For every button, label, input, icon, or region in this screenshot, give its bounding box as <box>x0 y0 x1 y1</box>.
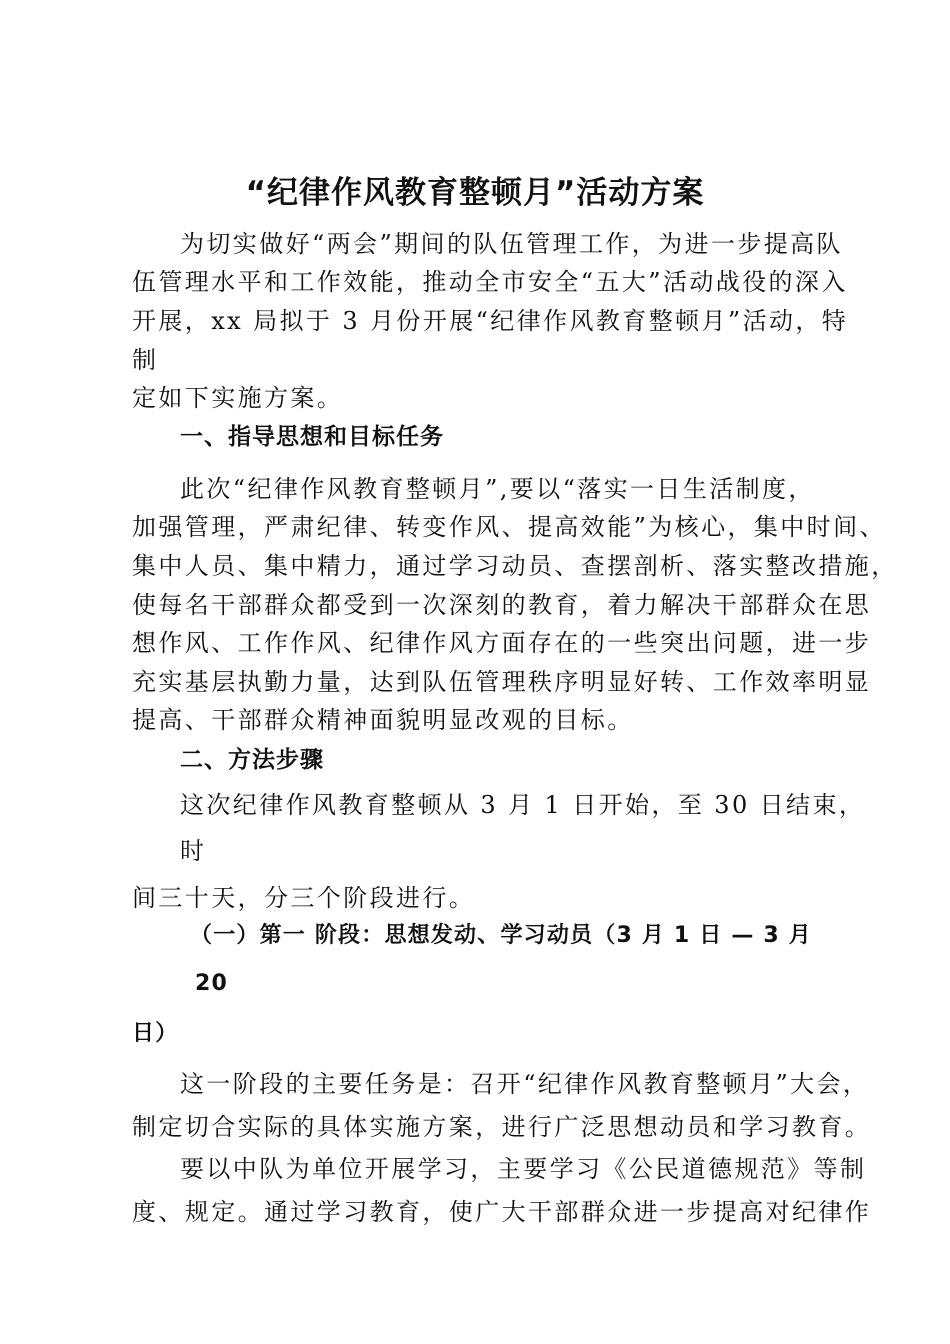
paragraph-line: 提高、干部群众精神面貌明显改观的目标。 <box>132 706 634 734</box>
section-heading-2: 二、方法步骤 <box>180 747 324 773</box>
paragraph-line: 集中人员、集中精力，通过学习动员、查摆剖析、落实整改措施， <box>132 552 898 580</box>
intro-line-4: 制 <box>132 346 159 374</box>
phase-heading-line-1: （一）第一 阶段：思想发动、学习动员（3 月 1 日 — 3 月 <box>190 923 812 948</box>
phase-heading-line-3: 日） <box>132 1021 179 1046</box>
paragraph-line: 想作风、工作作风、纪律作风方面存在的一些突出问题，进一步 <box>132 629 872 657</box>
paragraph-line: 要以中队为单位开展学习，主要学习《公民道德规范》等制 <box>180 1155 867 1183</box>
paragraph-line: 使每名干部群众都受到一次深刻的教育，着力解决干部群众在思 <box>132 591 872 619</box>
paragraph-line: 这次纪律作风教育整顿从 3 月 1 日开始，至 30 日结束， <box>180 791 866 819</box>
paragraph-line: 制定切合实际的具体实施方案，进行广泛思想动员和学习教育。 <box>132 1113 872 1141</box>
document-title: “纪律作风教育整顿月”活动方案 <box>245 175 705 211</box>
intro-line-2: 伍管理水平和工作效能，推动全市安全“五大”活动战役的深入 <box>132 268 848 296</box>
paragraph-line: 充实基层执勤力量，达到队伍管理秩序明显好转、工作效率明显 <box>132 668 872 696</box>
paragraph-line: 间三十天，分三个阶段进行。 <box>132 884 476 912</box>
paragraph-line: 这一阶段的主要任务是：召开“纪律作风教育整顿月”大会， <box>180 1070 870 1098</box>
phase-heading-line-2: 20 <box>195 971 229 996</box>
section-heading-1: 一、指导思想和目标任务 <box>180 424 444 450</box>
paragraph-line: 度、规定。通过学习教育，使广大干部群众进一步提高对纪律作 <box>132 1198 872 1226</box>
intro-line-1: 为切实做好“两会”期间的队伍管理工作，为进一步提高队 <box>180 230 843 258</box>
intro-line-5: 定如下实施方案。 <box>132 384 344 412</box>
paragraph-line: 加强管理，严肃纪律、转变作风、提高效能”为核心，集中时间、 <box>132 513 886 541</box>
paragraph-line: 时 <box>180 837 207 865</box>
intro-line-3: 开展，xx 局拟于 3 月份开展“纪律作风教育整顿月”活动，特 <box>132 307 849 335</box>
paragraph-line: 此次“纪律作风教育整顿月”,要以“落实一日生活制度， <box>180 475 815 503</box>
